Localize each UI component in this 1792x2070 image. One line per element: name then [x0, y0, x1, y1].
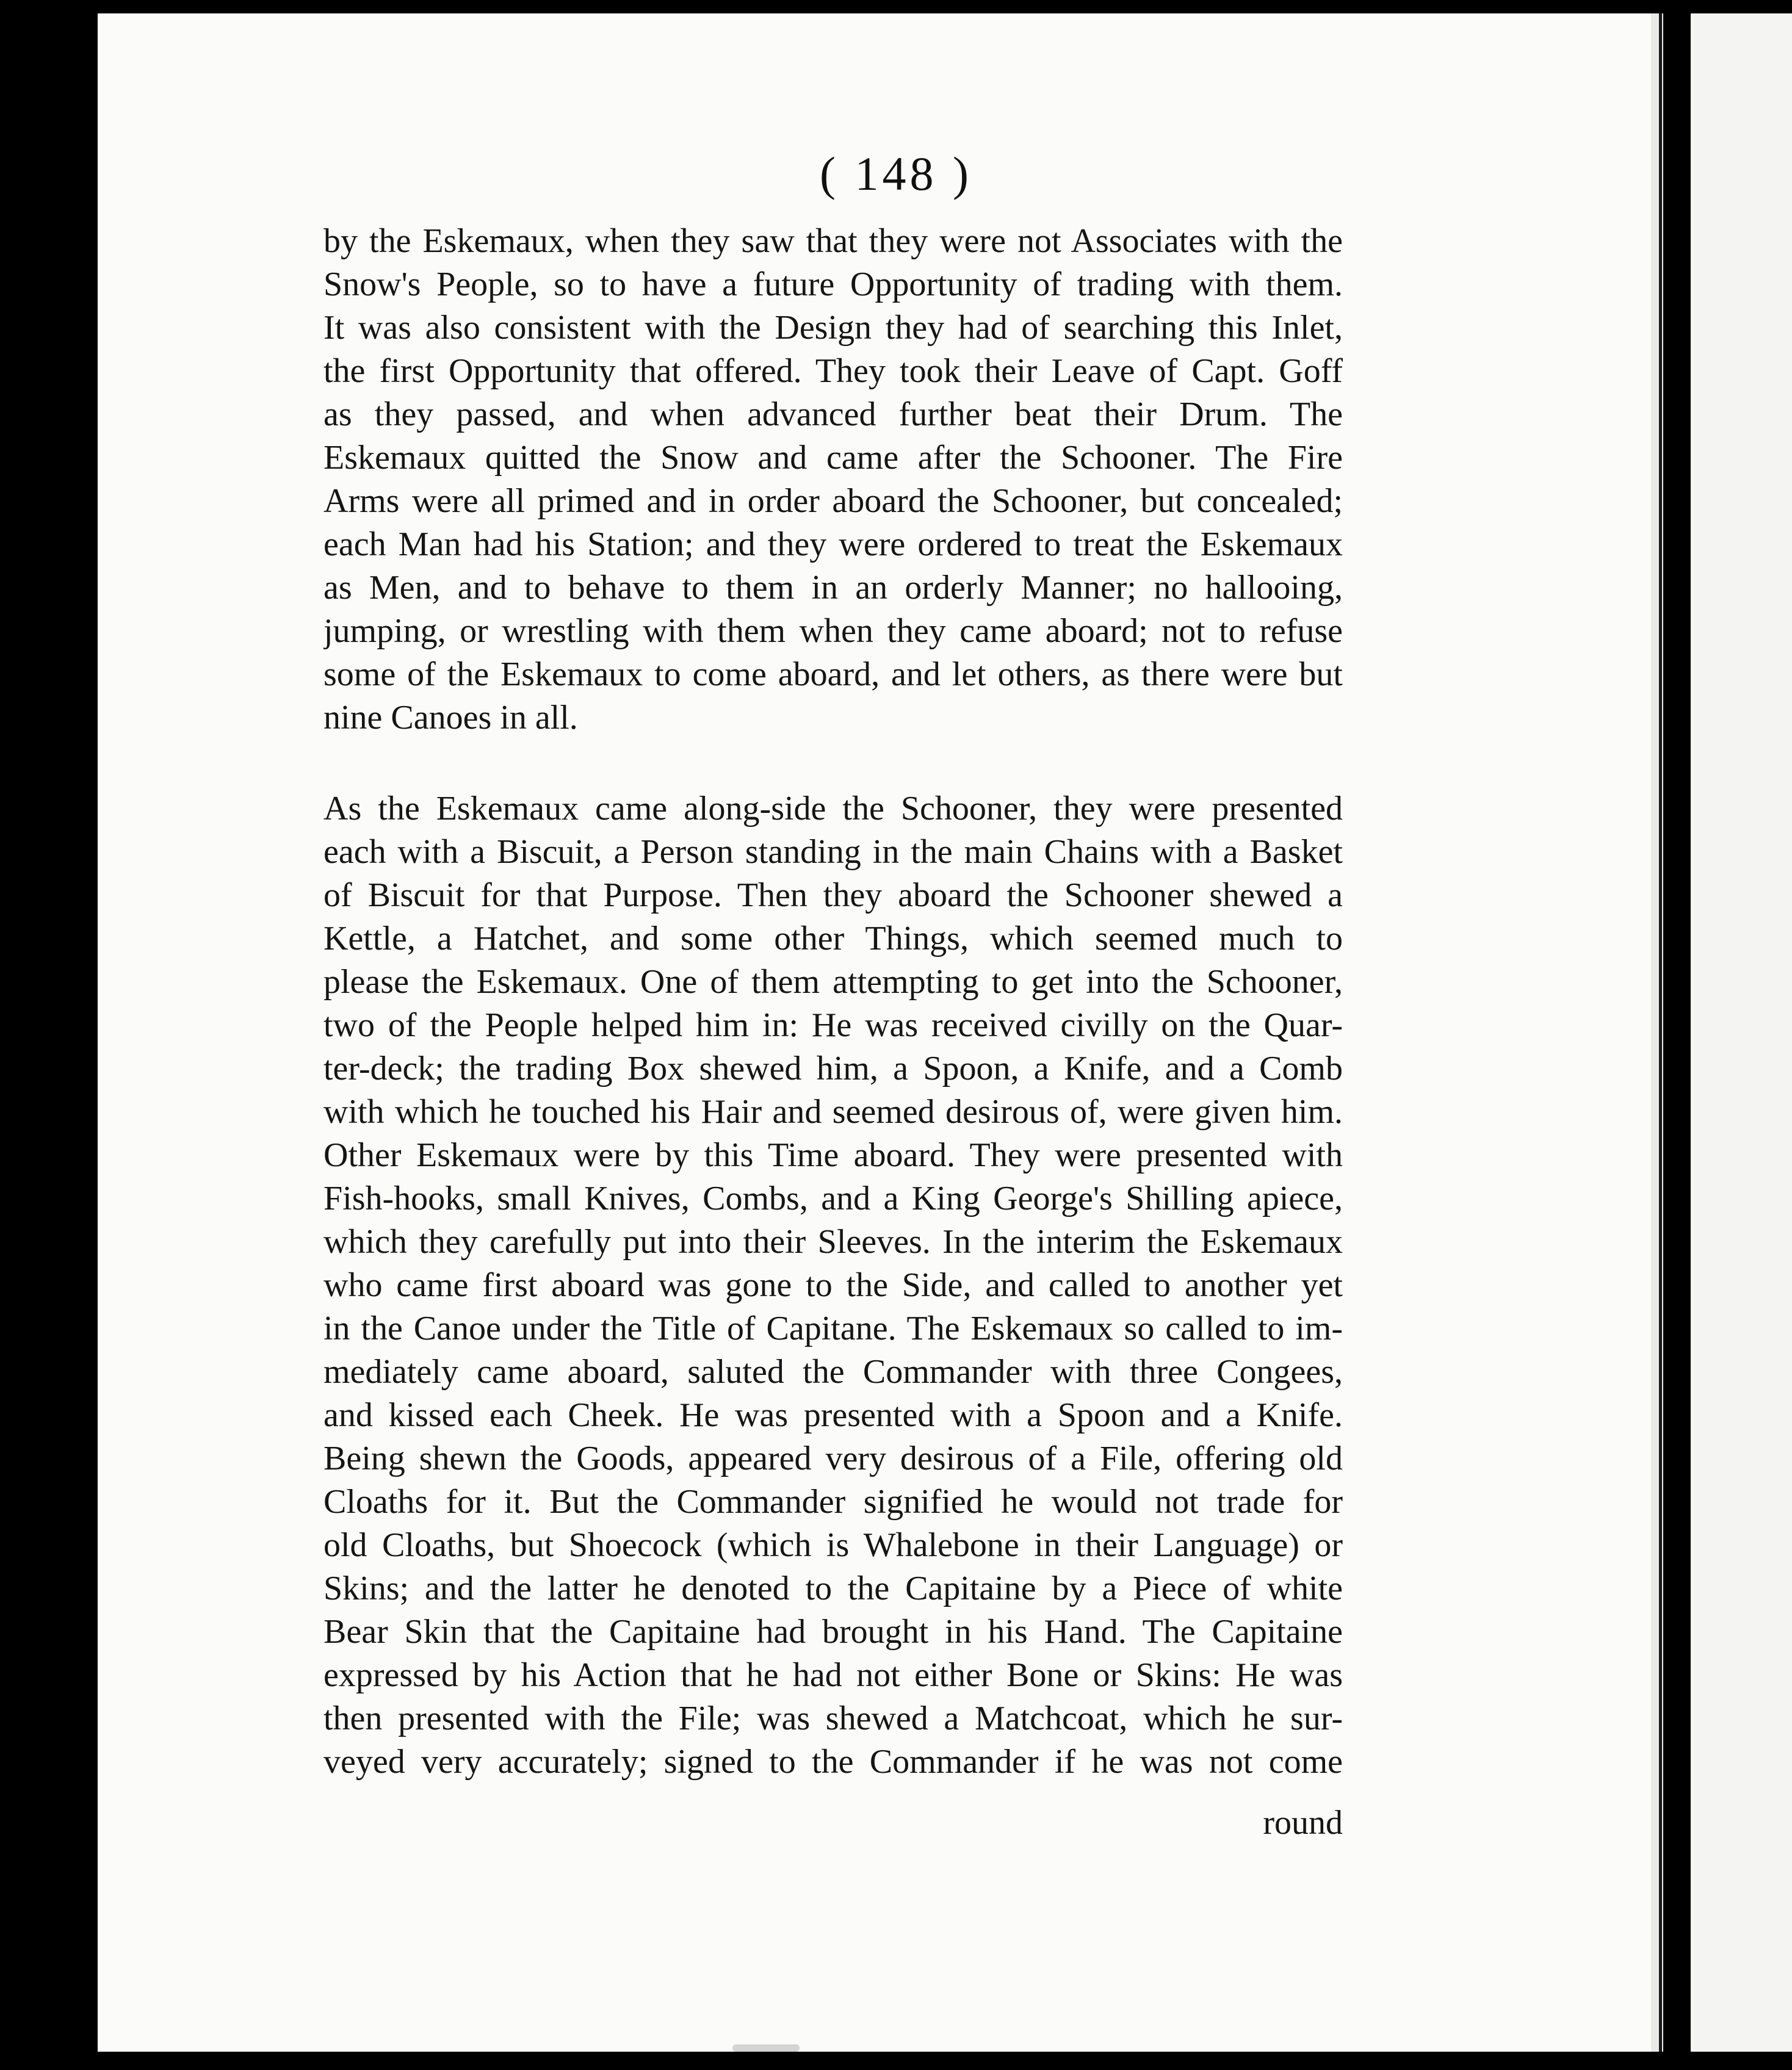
text-line: as they passed, and when advanced further beat their Drum. The [323, 395, 1343, 433]
page-number: ( 148 ) [820, 147, 972, 200]
text-line: of Biscuit for that Purpose. Then they aboard the Schooner shewed a [323, 876, 1343, 914]
text-line: expressed by his Action that he had not either Bone or Skins: He was [323, 1656, 1343, 1694]
text-line: in the Canoe under the Title of Capitane. The Eskemaux so called to im- [323, 1310, 1343, 1347]
text-line: by the Eskemaux, when they saw that they were not Associates with the [323, 222, 1343, 260]
text-line: Eskemaux quitted the Snow and came after the Schooner. The Fire [323, 439, 1343, 477]
paragraph-1 [323, 220, 1343, 740]
text-line: who came first aboard was gone to the Side, and called to another yet [323, 1266, 1343, 1304]
text-line: please the Eskemaux. One of them attempting to get into the Schooner, [323, 963, 1343, 1001]
text-line: Fish-hooks, small Knives, Combs, and a King George's Shilling apiece, [323, 1180, 1343, 1217]
text-line: Kettle, a Hatchet, and some other Things, which seemed much to [323, 920, 1343, 957]
text-line: veyed very accurately; signed to the Commander if he was not come [323, 1743, 1343, 1781]
text-line: Being shewn the Goods, appeared very desirous of a File, offering old [323, 1440, 1343, 1477]
paragraph-2 [323, 787, 1343, 1784]
text-line: as Men, and to behave to them in an orderly Manner; no hallooing, [323, 569, 1343, 607]
text-line: As the Eskemaux came along-side the Schooner, they were presented [323, 790, 1343, 828]
text-line: each with a Biscuit, a Person standing in the main Chains with a Basket [323, 833, 1343, 871]
text-line: nine Canoes in all. [323, 699, 578, 737]
text-line: Cloaths for it. But the Commander signified he would not trade for [323, 1483, 1343, 1521]
text-line: ter-deck; the trading Box shewed him, a Spoon, a Knife, and a Comb [323, 1050, 1343, 1087]
text-line: each Man had his Station; and they were ordered to treat the Eskemaux [323, 525, 1343, 563]
text-line: which they carefully put into their Sleeves. In the interim the Eskemaux [323, 1223, 1343, 1261]
text-line: Skins; and the latter he denoted to the Capitaine by a Piece of white [323, 1570, 1343, 1607]
text-line: It was also consistent with the Design they had of searching this Inlet, [323, 309, 1343, 347]
text-line: the first Opportunity that offered. They took their Leave of Capt. Goff [323, 352, 1343, 390]
text-line: two of the People helped him in: He was received civilly on the Quar- [323, 1006, 1343, 1044]
text-line: Snow's People, so to have a future Opportunity of trading with them. [323, 265, 1343, 303]
text-line: Bear Skin that the Capitaine had brought in his Hand. The Capitaine [323, 1613, 1343, 1651]
text-line: with which he touched his Hair and seemed desirous of, were given him. [323, 1093, 1343, 1131]
ink-smudge [732, 2044, 800, 2052]
text-line: Other Eskemaux were by this Time aboard. They were presented with [323, 1136, 1343, 1174]
gutter-line [1659, 13, 1662, 2052]
text-line: some of the Eskemaux to come aboard, and let others, as there were but [323, 655, 1343, 693]
text-line: Arms were all primed and in order aboard the Schooner, but concealed; [323, 482, 1343, 520]
text-line: mediately came aboard, saluted the Commander with three Congees, [323, 1353, 1343, 1391]
facing-page-edge [1691, 13, 1792, 2052]
text-line: old Cloaths, but Shoecock (which is Whalebone in their Language) or [323, 1526, 1343, 1564]
text-line: jumping, or wrestling with them when they came aboard; not to refuse [323, 612, 1343, 650]
text-line: then presented with the File; was shewed a Matchcoat, which he sur- [323, 1700, 1343, 1737]
text-line: and kissed each Cheek. He was presented with a Spoon and a Knife. [323, 1396, 1343, 1434]
catchword: round [1263, 1804, 1343, 1842]
